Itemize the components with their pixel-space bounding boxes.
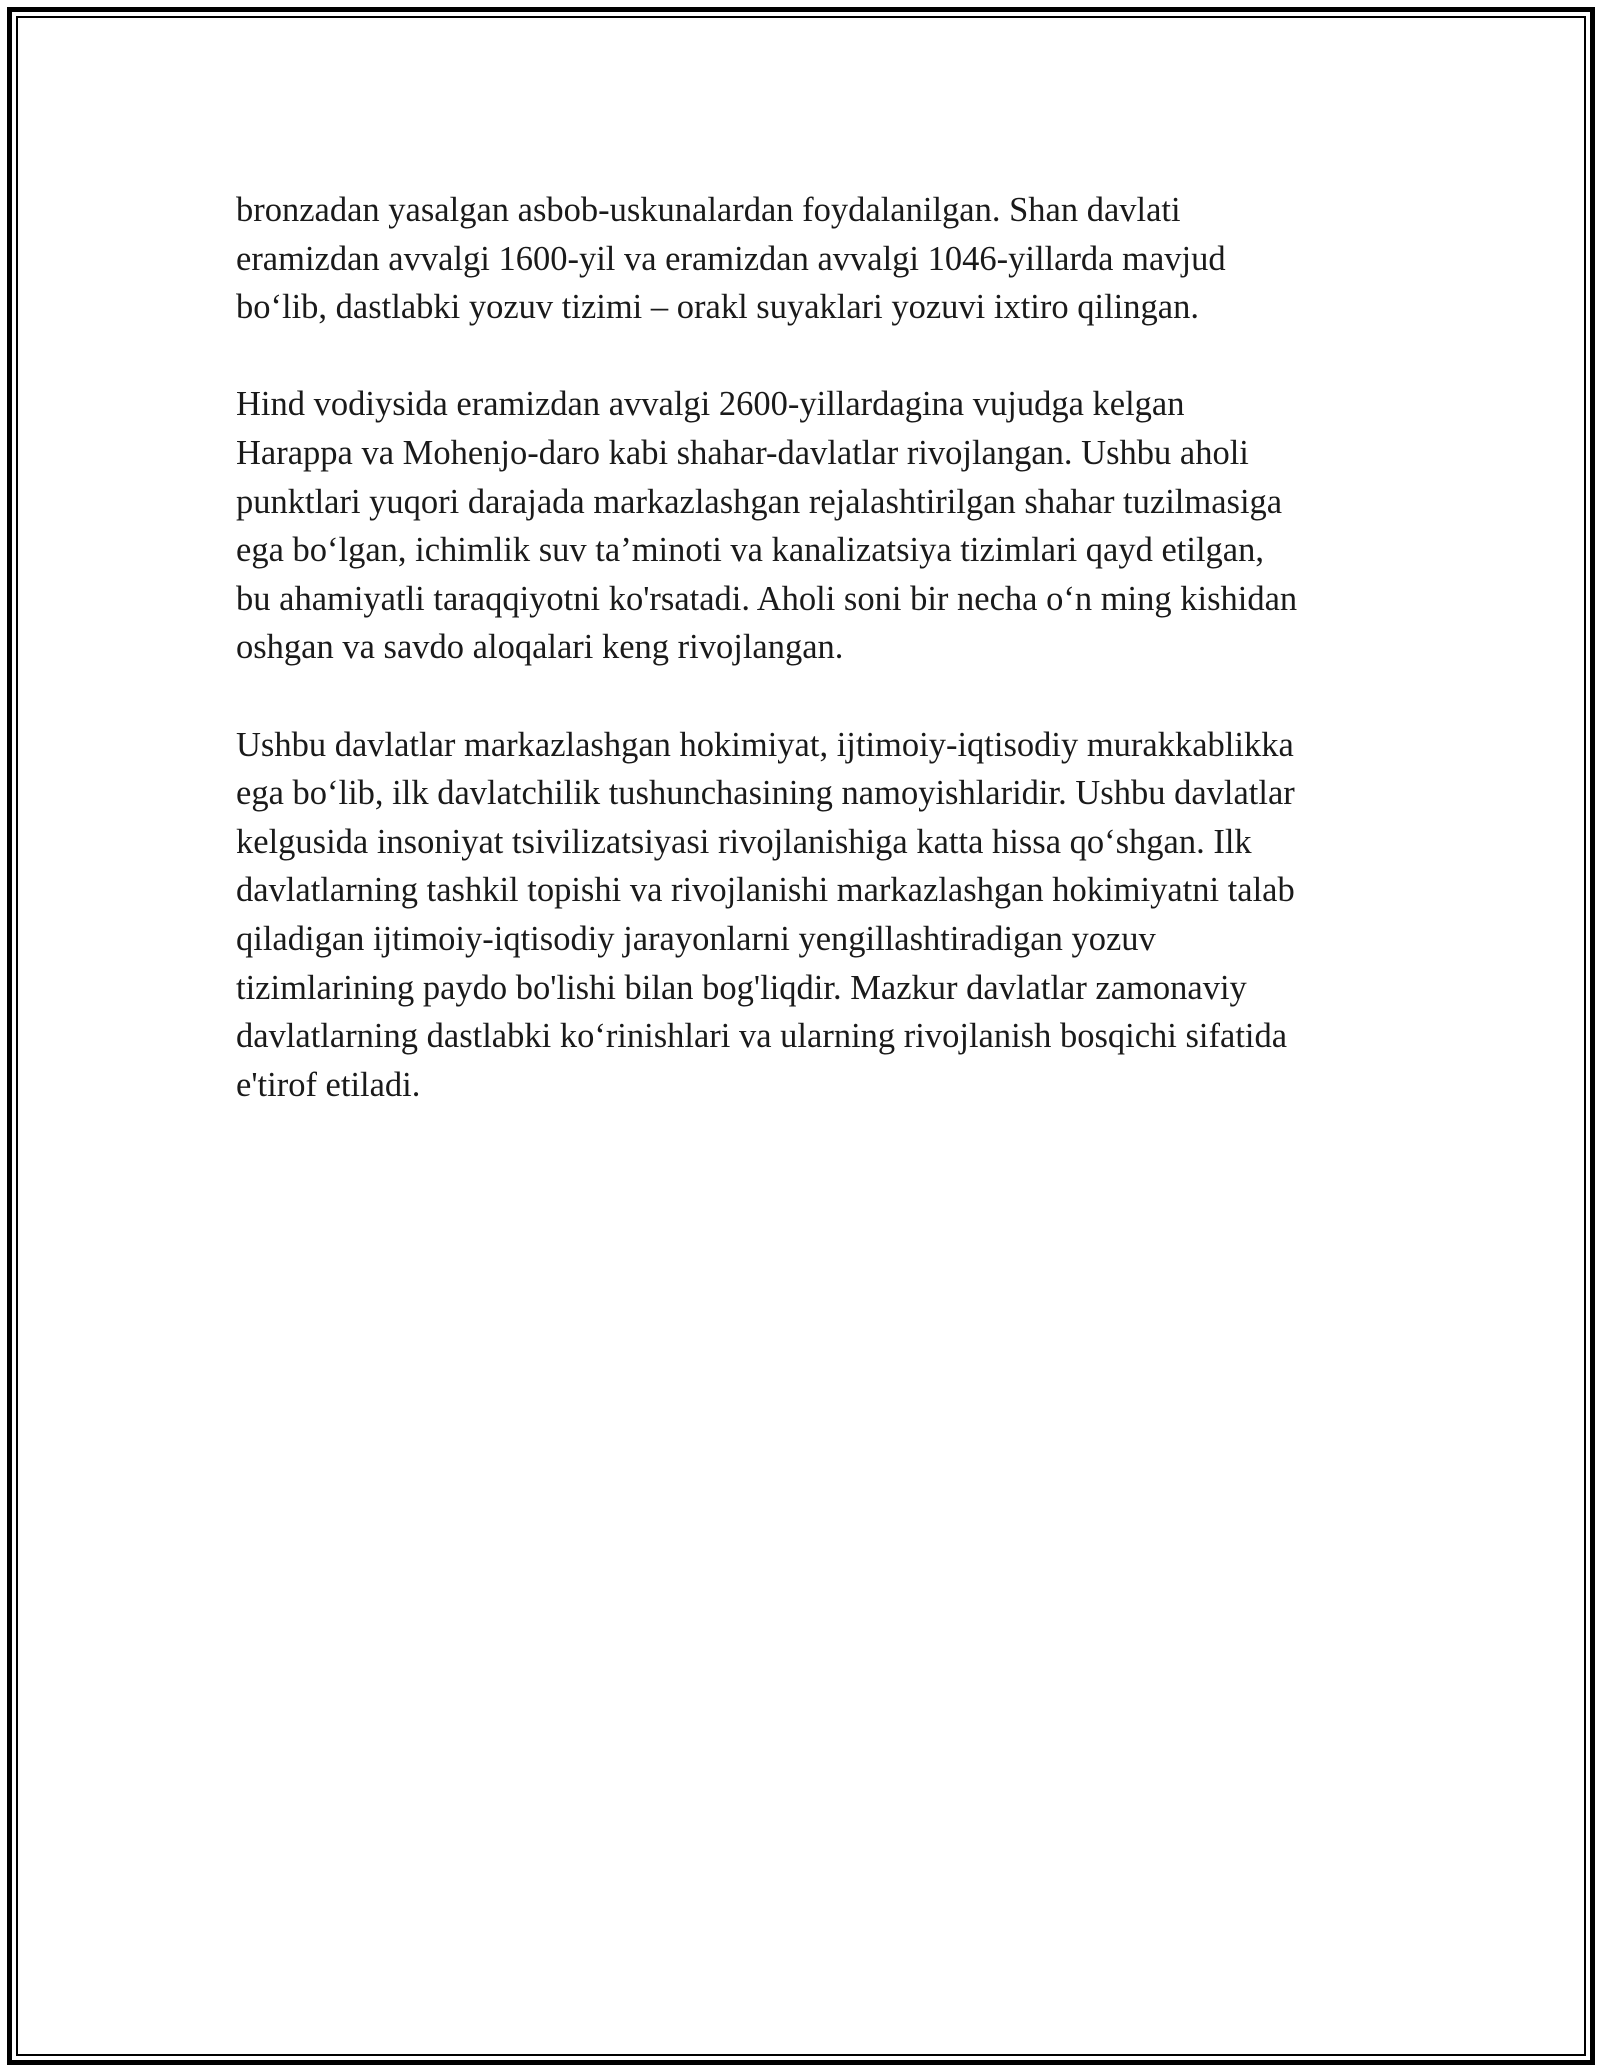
paragraph-early-states bbox=[236, 721, 1386, 1110]
text-line: bu ahamiyatli taraqqiyotni ko'rsatadi. Aholi soni bir necha o‘n ming kishidan bbox=[236, 579, 1298, 618]
text-line: e'tirof etiladi. bbox=[236, 1065, 421, 1104]
text-line: qiladigan ijtimoiy-iqtisodiy jarayonlarni yengillashtiradigan yozuv bbox=[236, 919, 1156, 958]
paragraph-indus-valley bbox=[236, 380, 1386, 672]
text-line: ega bo‘lib, ilk davlatchilik tushunchasining namoyishlaridir. Ushbu davlatlar bbox=[236, 774, 1295, 813]
text-line: eramizdan avvalgi 1600-yil va eramizdan avvalgi 1046-yillarda mavjud bbox=[236, 239, 1226, 278]
text-line: davlatlarning tashkil topishi va rivojlanishi markazlashgan hokimiyatni talab bbox=[236, 871, 1295, 910]
text-line: ega bo‘lgan, ichimlik suv ta’minoti va kanalizatsiya tizimlari qayd etilgan, bbox=[236, 531, 1264, 570]
text-line: punktlari yuqori darajada markazlashgan rejalashtirilgan shahar tuzilmasiga bbox=[236, 482, 1283, 521]
document-body bbox=[236, 186, 1386, 1158]
text-line: bronzadan yasalgan asbob-uskunalardan foydalanilgan. Shan davlati bbox=[236, 191, 1181, 229]
text-line: bo‘lib, dastlabki yozuv tizimi – orakl suyaklari yozuvi ixtiro qilingan. bbox=[236, 288, 1199, 327]
text-line: Harappa va Mohenjo-daro kabi shahar-davlatlar rivojlangan. Ushbu aholi bbox=[236, 433, 1249, 472]
text-line: Ushbu davlatlar markazlashgan hokimiyat, ijtimoiy-iqtisodiy murakkablikka bbox=[236, 725, 1294, 764]
text-line: davlatlarning dastlabki ko‘rinishlari va ularning rivojlanish bosqichi sifatida bbox=[236, 1017, 1288, 1056]
text-line: kelgusida insoniyat tsivilizatsiyasi rivojlanishiga katta hissa qo‘shgan. Ilk bbox=[236, 822, 1252, 861]
text-line: oshgan va savdo aloqalari keng rivojlangan. bbox=[236, 628, 844, 667]
text-line: Hind vodiysida eramizdan avvalgi 2600-yillardagina vujudga kelgan bbox=[236, 385, 1185, 424]
text-line: tizimlarining paydo bo'lishi bilan bog'liqdir. Mazkur davlatlar zamonaviy bbox=[236, 968, 1247, 1007]
paragraph-shang-dynasty bbox=[236, 186, 1386, 332]
